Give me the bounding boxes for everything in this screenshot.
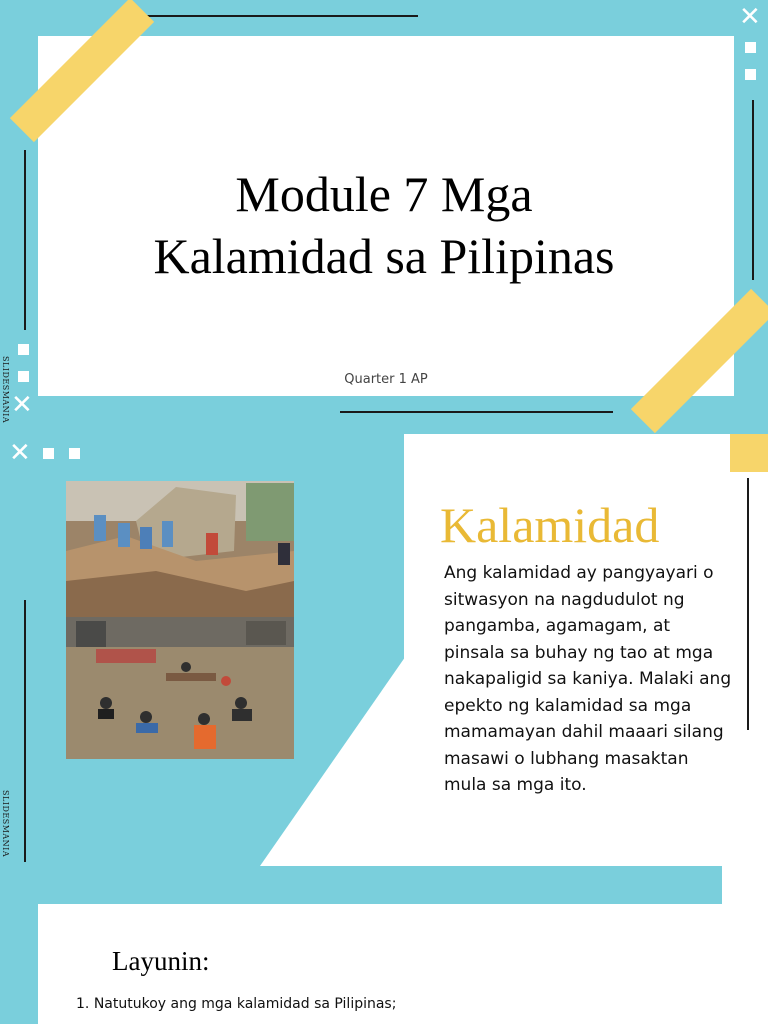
x-mark-icon: ✕ [11,390,33,420]
square-dot-icon [18,371,29,382]
slide3-right-strip [722,866,768,1024]
x-mark-icon: ✕ [739,2,761,32]
slide1-subtitle: Quarter 1 AP [344,372,428,387]
slide2-right-line [747,478,749,730]
slide2-left-line [24,600,26,862]
square-dot-icon [69,448,80,459]
list-item-text: Natutukoy ang mga kalamidad sa Pilipinas; [93,996,397,1012]
slide3-top-bar [0,866,768,904]
x-mark-icon: ✕ [9,438,31,468]
square-dot-icon [745,42,756,53]
slide1-top-line [145,15,418,17]
watermark: SLIDESMANIA [1,356,10,424]
slide1-left-line [24,150,26,330]
slide3-heading: Layunin: [112,946,210,976]
slide1-title [70,163,698,287]
watermark: SLIDESMANIA [1,790,10,858]
disaster-photo [66,481,294,759]
square-dot-icon [43,448,54,459]
slide2-heading: Kalamidad [440,497,660,553]
square-dot-icon [18,344,29,355]
disaster-photo-graphic [66,481,294,759]
square-dot-icon [745,69,756,80]
slide1-title-line1: Module 7 Mga [235,166,533,222]
slide2-yellow-square [730,434,768,472]
slide2-body: Ang kalamidad ay pangyayari o sitwasyon na nagdudulot ng pangamba, agamagam, at pinsala sa buhay ng tao at mga nakapaligid sa kaniya. Malaki ang epekto ng kalamidad sa mga mamamayan dahil maaari silang masawi o lubhang masaktan mula sa mga ito. [444,563,732,795]
list-item-number: 1. [76,996,94,1012]
slide1-right-line [752,100,754,280]
list-item [76,996,396,1012]
slide1-title-line2: Kalamidad sa Pilipinas [153,228,615,284]
slide1-bottom-line [340,411,613,413]
